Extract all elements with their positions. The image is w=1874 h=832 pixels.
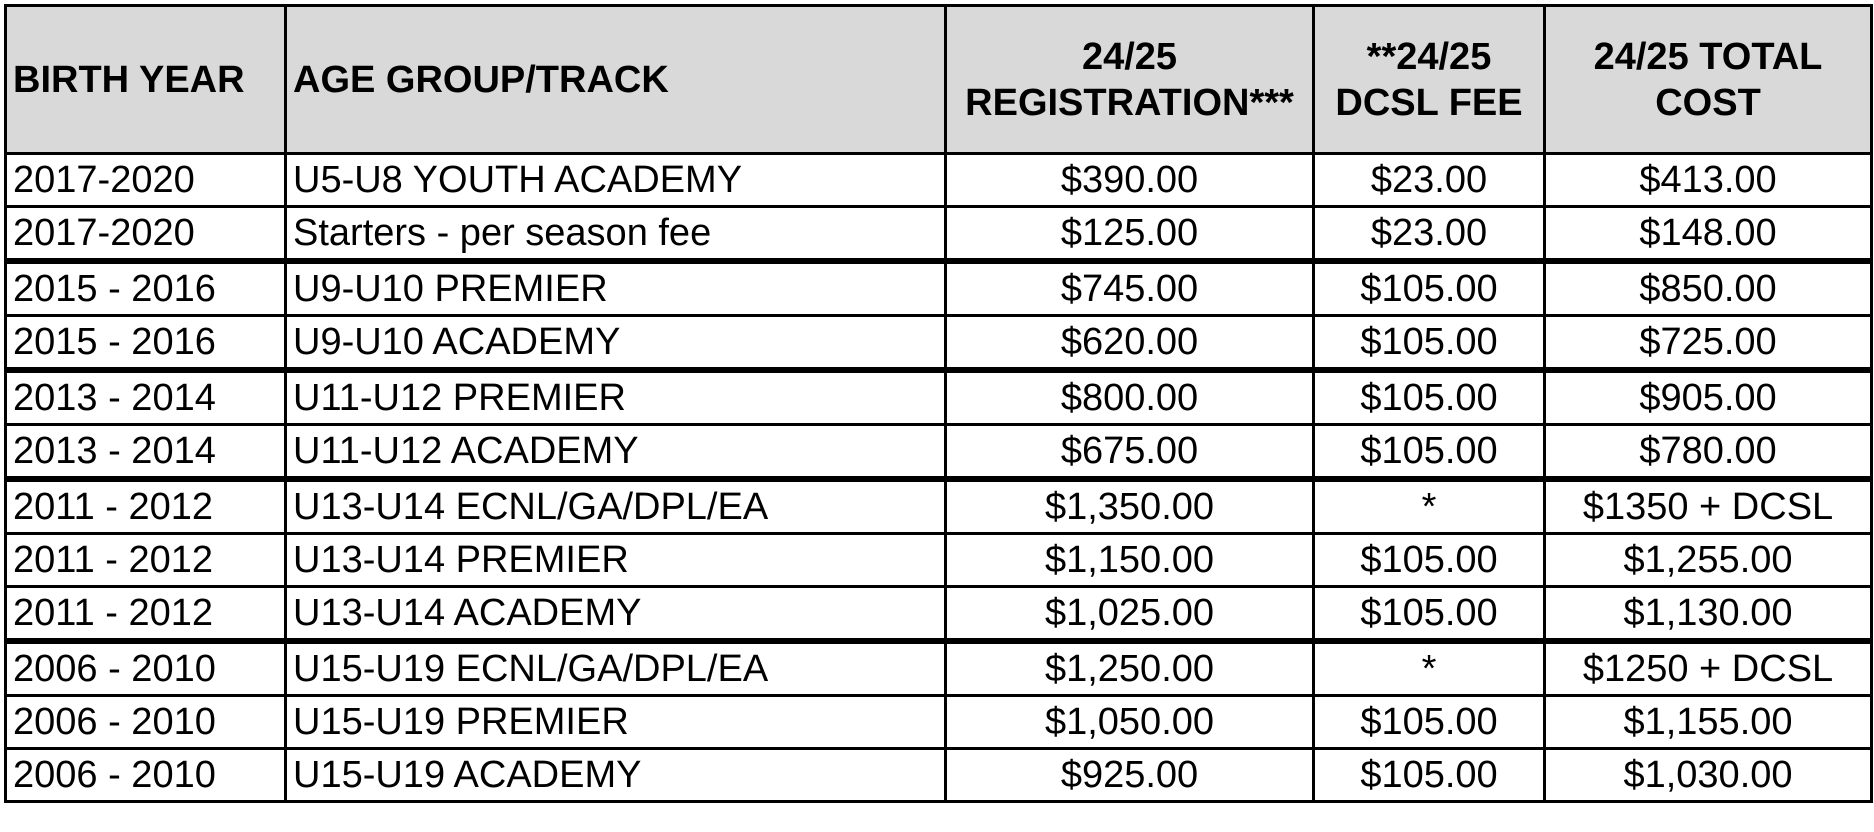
cell-dcsl-fee: $105.00	[1314, 316, 1545, 371]
cell-age-group-track: U13-U14 PREMIER	[286, 534, 946, 587]
cell-registration: $125.00	[946, 207, 1314, 262]
cell-dcsl-fee: $105.00	[1314, 370, 1545, 425]
cell-age-group-track: U15-U19 ACADEMY	[286, 749, 946, 802]
cell-registration: $745.00	[946, 261, 1314, 316]
cell-birth-year: 2006 - 2010	[6, 641, 286, 696]
cell-birth-year: 2015 - 2016	[6, 316, 286, 371]
cell-registration: $925.00	[946, 749, 1314, 802]
cell-registration: $390.00	[946, 154, 1314, 207]
header-age-group-track: AGE GROUP/TRACK	[286, 6, 946, 154]
cell-age-group-track: U9-U10 ACADEMY	[286, 316, 946, 371]
cell-registration: $800.00	[946, 370, 1314, 425]
cell-birth-year: 2013 - 2014	[6, 370, 286, 425]
table-row	[6, 154, 1872, 207]
header-birth-year: BIRTH YEAR	[6, 6, 286, 154]
cell-total-cost: $1350 + DCSL	[1545, 479, 1872, 534]
cell-birth-year: 2006 - 2010	[6, 749, 286, 802]
cell-dcsl-fee: *	[1314, 641, 1545, 696]
cell-registration: $1,025.00	[946, 587, 1314, 642]
cell-dcsl-fee: $23.00	[1314, 207, 1545, 262]
table-row	[6, 261, 1872, 316]
fee-table-container	[4, 4, 1873, 803]
cell-birth-year: 2011 - 2012	[6, 587, 286, 642]
cell-dcsl-fee: $105.00	[1314, 696, 1545, 749]
header-total-cost: 24/25 TOTAL COST	[1545, 6, 1872, 154]
fee-table	[4, 4, 1873, 803]
cell-registration: $675.00	[946, 425, 1314, 480]
table-row	[6, 749, 1872, 802]
cell-total-cost: $905.00	[1545, 370, 1872, 425]
cell-total-cost: $780.00	[1545, 425, 1872, 480]
table-row	[6, 207, 1872, 262]
cell-registration: $1,150.00	[946, 534, 1314, 587]
cell-total-cost: $1,255.00	[1545, 534, 1872, 587]
cell-age-group-track: Starters - per season fee	[286, 207, 946, 262]
header-dcsl-fee: **24/25 DCSL FEE	[1314, 6, 1545, 154]
cell-age-group-track: U11-U12 PREMIER	[286, 370, 946, 425]
table-body	[6, 154, 1872, 802]
cell-birth-year: 2015 - 2016	[6, 261, 286, 316]
cell-age-group-track: U15-U19 ECNL/GA/DPL/EA	[286, 641, 946, 696]
cell-registration: $1,050.00	[946, 696, 1314, 749]
cell-birth-year: 2011 - 2012	[6, 479, 286, 534]
cell-age-group-track: U9-U10 PREMIER	[286, 261, 946, 316]
cell-dcsl-fee: $105.00	[1314, 749, 1545, 802]
cell-registration: $620.00	[946, 316, 1314, 371]
cell-age-group-track: U13-U14 ACADEMY	[286, 587, 946, 642]
table-row	[6, 587, 1872, 642]
table-row	[6, 479, 1872, 534]
cell-registration: $1,350.00	[946, 479, 1314, 534]
cell-dcsl-fee: $105.00	[1314, 261, 1545, 316]
cell-birth-year: 2017-2020	[6, 154, 286, 207]
cell-age-group-track: U11-U12 ACADEMY	[286, 425, 946, 480]
cell-total-cost: $725.00	[1545, 316, 1872, 371]
cell-birth-year: 2006 - 2010	[6, 696, 286, 749]
cell-dcsl-fee: *	[1314, 479, 1545, 534]
cell-age-group-track: U15-U19 PREMIER	[286, 696, 946, 749]
cell-total-cost: $850.00	[1545, 261, 1872, 316]
table-row	[6, 534, 1872, 587]
cell-total-cost: $1,130.00	[1545, 587, 1872, 642]
cell-registration: $1,250.00	[946, 641, 1314, 696]
cell-age-group-track: U5-U8 YOUTH ACADEMY	[286, 154, 946, 207]
cell-dcsl-fee: $105.00	[1314, 534, 1545, 587]
cell-dcsl-fee: $23.00	[1314, 154, 1545, 207]
table-row	[6, 696, 1872, 749]
cell-total-cost: $1250 + DCSL	[1545, 641, 1872, 696]
cell-age-group-track: U13-U14 ECNL/GA/DPL/EA	[286, 479, 946, 534]
header-row	[6, 6, 1872, 154]
table-row	[6, 425, 1872, 480]
cell-birth-year: 2017-2020	[6, 207, 286, 262]
cell-dcsl-fee: $105.00	[1314, 425, 1545, 480]
cell-total-cost: $413.00	[1545, 154, 1872, 207]
table-row	[6, 641, 1872, 696]
table-header	[6, 6, 1872, 154]
cell-total-cost: $148.00	[1545, 207, 1872, 262]
cell-birth-year: 2011 - 2012	[6, 534, 286, 587]
cell-total-cost: $1,155.00	[1545, 696, 1872, 749]
header-registration: 24/25 REGISTRATION***	[946, 6, 1314, 154]
table-row	[6, 316, 1872, 371]
table-row	[6, 370, 1872, 425]
cell-dcsl-fee: $105.00	[1314, 587, 1545, 642]
cell-total-cost: $1,030.00	[1545, 749, 1872, 802]
cell-birth-year: 2013 - 2014	[6, 425, 286, 480]
